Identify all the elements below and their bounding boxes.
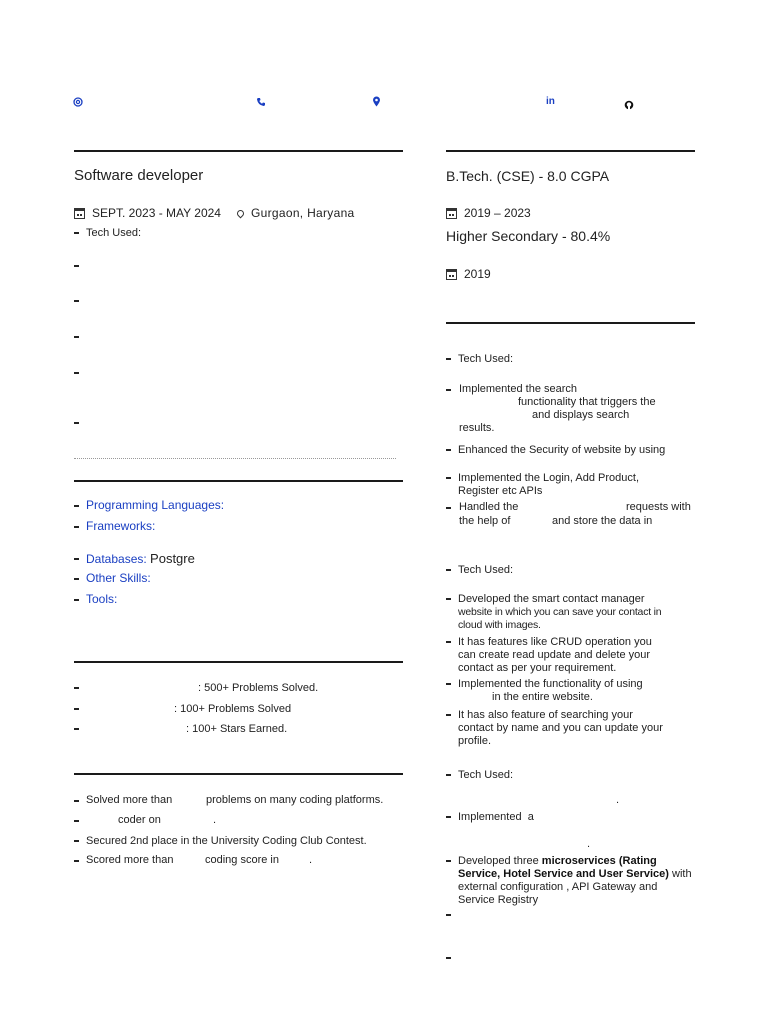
skill-databases: [74, 552, 195, 566]
project-text: external configuration , API Gateway and: [458, 881, 658, 893]
list-item: [446, 564, 513, 577]
bullet-marker: [74, 708, 79, 710]
tech-used-label: Tech Used:: [458, 353, 514, 365]
bullet-marker: [74, 372, 79, 374]
project-text: results.: [459, 422, 495, 434]
skill-label: Tools:: [86, 592, 118, 606]
project-text: Implemented the functionality of using: [458, 678, 643, 690]
project-text: Handled the: [459, 501, 519, 513]
at-icon[interactable]: [73, 97, 83, 110]
achievement-text: .: [309, 854, 313, 866]
skill-label: Programming Languages:: [86, 498, 225, 512]
project-text: in the entire website.: [492, 691, 593, 703]
project-text: with: [672, 868, 692, 880]
achievement-text: Scored more than: [86, 854, 174, 866]
project-text: Developed three: [458, 855, 539, 867]
list-item: [446, 769, 513, 782]
achievement-text: .: [213, 814, 217, 826]
bullet-marker: [74, 820, 79, 822]
skill-label: Frameworks:: [86, 519, 156, 533]
bullet-marker: [446, 914, 451, 916]
experience-role: Software developer: [74, 167, 204, 184]
list-item: [446, 444, 665, 457]
skill-label: Other Skills:: [86, 571, 151, 585]
list-item: [74, 227, 141, 240]
project-text: Register etc APIs: [458, 485, 543, 497]
bullet-marker: [74, 265, 79, 267]
achievement-item: [74, 835, 367, 848]
bullet-marker: [74, 687, 79, 689]
list-item: [446, 855, 692, 907]
project-text: Implemented the search: [459, 383, 578, 395]
project-text: profile.: [458, 735, 492, 747]
experience-location: [237, 206, 355, 220]
education-degree: B.Tech. (CSE) - 8.0 CGPA: [446, 168, 610, 184]
experience-dates-text: SEPT. 2023 - MAY 2024: [92, 206, 221, 220]
tech-used-label: Tech Used:: [458, 564, 514, 576]
coding-profile-item: : 500+ Problems Solved.: [198, 682, 319, 694]
project-text: .: [616, 794, 620, 806]
project-text: can create read update and delete your: [458, 649, 651, 661]
skill-tools: [74, 593, 117, 606]
tech-used-label: Tech Used:: [458, 769, 514, 781]
achievement-text: problems on many coding platforms.: [206, 794, 384, 806]
project-text: contact by name and you can update your: [458, 722, 663, 734]
skill-other: [74, 572, 151, 585]
skill-programming: [74, 499, 224, 512]
achievement-text: coder on: [118, 814, 161, 826]
project-text-bold: Service, Hotel Service and User Service): [458, 868, 669, 880]
github-icon[interactable]: [624, 97, 634, 115]
list-item: [446, 353, 513, 366]
dotted-divider: [74, 458, 396, 459]
achievements-divider: [74, 773, 403, 775]
bullet-marker: [74, 728, 79, 730]
list-item: [446, 593, 661, 632]
tech-used-label: Tech Used:: [86, 227, 142, 239]
experience-divider: [74, 150, 403, 152]
coding-profiles-divider: [74, 661, 403, 663]
project-text: the help of: [459, 515, 511, 527]
project-text: and displays search: [532, 409, 630, 421]
education-dates: [446, 206, 531, 220]
achievement-text: coding score in: [205, 854, 279, 866]
project-text: functionality that triggers the: [518, 396, 656, 408]
project-text-bold: microservices (Rating: [541, 855, 657, 867]
skill-label: Databases:: [86, 552, 147, 566]
project-text: It has also feature of searching your: [458, 709, 633, 721]
linkedin-icon[interactable]: in: [546, 96, 555, 107]
experience-dates: [74, 206, 221, 220]
bullet-marker: [74, 800, 79, 802]
project-text: cloud with images.: [458, 619, 541, 631]
education-dates-text: 2019 – 2023: [464, 206, 531, 220]
projects-divider: [446, 322, 695, 324]
bullet-marker: [446, 957, 451, 959]
project-text: Implemented the Login, Add Product,: [458, 472, 640, 484]
project-text: and store the data in: [552, 515, 653, 527]
project-text: requests with: [626, 501, 691, 513]
bullet-marker: [446, 507, 451, 509]
project-text: Developed the smart contact manager: [458, 593, 645, 605]
bullet-marker: [74, 336, 79, 338]
list-item: [446, 811, 534, 824]
education-dates: [446, 267, 491, 281]
list-item: [446, 678, 643, 691]
skills-divider: [74, 480, 403, 482]
project-text: Service Registry: [458, 894, 539, 906]
bullet-marker: [446, 389, 451, 391]
project-text: contact as per your requirement.: [458, 662, 617, 674]
location-pin-icon: [236, 208, 246, 218]
bullet-marker: [74, 422, 79, 424]
experience-location-text: Gurgaon, Haryana: [251, 206, 355, 220]
bullet-marker: [74, 860, 79, 862]
calendar-icon: [446, 208, 457, 219]
achievement-text: Solved more than: [86, 794, 173, 806]
project-text: Enhanced the Security of website by using: [458, 444, 666, 456]
location-pin-icon[interactable]: [372, 96, 381, 110]
phone-icon[interactable]: [256, 97, 266, 110]
education-degree: Higher Secondary - 80.4%: [446, 228, 611, 244]
coding-profile-item: : 100+ Problems Solved: [174, 703, 292, 715]
achievement-text: Secured 2nd place in the University Coding Club Contest.: [86, 835, 367, 847]
project-text: website in which you can save your contact in: [458, 606, 662, 618]
project-text: .: [587, 838, 591, 850]
bullet-marker: [74, 300, 79, 302]
skill-value: Postgre: [150, 551, 195, 566]
project-text: It has features like CRUD operation you: [458, 636, 652, 648]
list-item: [446, 636, 652, 675]
calendar-icon: [446, 269, 457, 280]
education-dates-text: 2019: [464, 267, 491, 281]
list-item: [446, 709, 663, 748]
coding-profile-item: : 100+ Stars Earned.: [186, 723, 288, 735]
list-item: [446, 472, 639, 498]
skill-frameworks: [74, 520, 155, 533]
calendar-icon: [74, 208, 85, 219]
project-text: Implemented a: [458, 811, 534, 823]
education-divider: [446, 150, 695, 152]
